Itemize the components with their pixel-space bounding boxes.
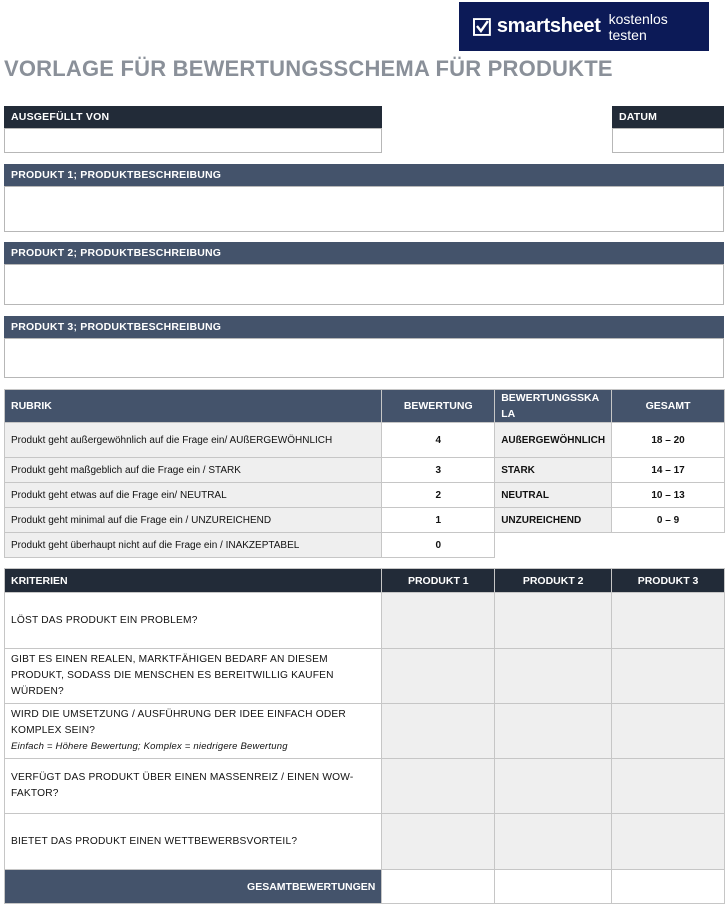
criteria-row-text: WIRD DIE UMSETZUNG / AUSFÜHRUNG DER IDEE EINFACH ODER KOMPLEX SEIN? — [11, 709, 346, 736]
product-2-description-field[interactable] — [4, 264, 724, 305]
product-3-total-cell[interactable] — [612, 870, 725, 904]
smartsheet-logo-icon — [473, 18, 491, 36]
scale-header: BEWERTUNGSSKALA — [495, 390, 612, 423]
scale-label: STARK — [495, 458, 612, 483]
product-3-score-cell[interactable] — [612, 593, 725, 649]
rubric-row-rating: 1 — [382, 508, 495, 533]
product-3-score-cell[interactable] — [612, 759, 725, 814]
rubric-row-rating: 0 — [382, 533, 495, 558]
scale-label: NEUTRAL — [495, 483, 612, 508]
product-3-score-cell[interactable] — [612, 649, 725, 704]
product-2-score-cell[interactable] — [495, 759, 612, 814]
rubric-row-text: Produkt geht überhaupt nicht auf die Frage ein / INAKZEPTABEL — [5, 533, 382, 558]
product-1-score-cell[interactable] — [382, 593, 495, 649]
rubric-header: RUBRIK — [5, 390, 382, 423]
product-1-description-field[interactable] — [4, 186, 724, 232]
scale-range: 18 – 20 — [612, 423, 725, 458]
rubric-row-rating: 2 — [382, 483, 495, 508]
criteria-table — [4, 568, 725, 904]
product-3-score-cell[interactable] — [612, 814, 725, 870]
date-label: DATUM — [612, 106, 724, 128]
rubric-row-text: Produkt geht minimal auf die Frage ein / UNZUREICHEND — [5, 508, 382, 533]
page-title: VORLAGE FÜR BEWERTUNGSSCHEMA FÜR PRODUKTE — [4, 56, 613, 81]
product-2-label: PRODUKT 2; PRODUKTBESCHREIBUNG — [4, 242, 724, 264]
smartsheet-banner[interactable] — [459, 2, 709, 51]
rubric-row-text: Produkt geht außergewöhnlich auf die Frage ein/ AUßERGEWÖHNLICH — [5, 423, 382, 458]
product-1-score-cell[interactable] — [382, 759, 495, 814]
filled-by-label: AUSGEFÜLLT VON — [4, 106, 382, 128]
rubric-row-rating: 4 — [382, 423, 495, 458]
product-1-header: PRODUKT 1 — [382, 569, 495, 593]
product-1-score-cell[interactable] — [382, 814, 495, 870]
criteria-row-text: VERFÜGT DAS PRODUKT ÜBER EINEN MASSENREIZ / EINEN WOW-FAKTOR? — [5, 759, 382, 814]
filled-by-field[interactable] — [4, 128, 382, 153]
product-3-header: PRODUKT 3 — [612, 569, 725, 593]
scale-range: 14 – 17 — [612, 458, 725, 483]
criteria-row-text: LÖST DAS PRODUKT EIN PROBLEM? — [5, 593, 382, 649]
rubric-table — [4, 389, 725, 558]
product-1-total-cell[interactable] — [382, 870, 495, 904]
total-header: GESAMT — [612, 390, 725, 423]
criteria-row-cell — [5, 704, 382, 759]
scale-label: AUßERGEWÖHNLICH — [495, 423, 612, 458]
product-2-score-cell[interactable] — [495, 704, 612, 759]
rating-header: BEWERTUNG — [382, 390, 495, 423]
product-2-score-cell[interactable] — [495, 649, 612, 704]
product-2-header: PRODUKT 2 — [495, 569, 612, 593]
scale-range: 0 – 9 — [612, 508, 725, 533]
free-trial-link[interactable]: kostenlos testen — [608, 10, 668, 43]
product-3-description-field[interactable] — [4, 338, 724, 378]
product-1-score-cell[interactable] — [382, 649, 495, 704]
scale-label: UNZUREICHEND — [495, 508, 612, 533]
date-field[interactable] — [612, 128, 724, 153]
rubric-row-text: Produkt geht maßgeblich auf die Frage ein / STARK — [5, 458, 382, 483]
criteria-header: KRITERIEN — [5, 569, 382, 593]
product-2-score-cell[interactable] — [495, 814, 612, 870]
rubric-row-text: Produkt geht etwas auf die Frage ein/ NEUTRAL — [5, 483, 382, 508]
product-3-label: PRODUKT 3; PRODUKTBESCHREIBUNG — [4, 316, 724, 338]
criteria-row-note: Einfach = Höhere Bewertung; Komplex = niedrigere Bewertung — [11, 741, 288, 752]
product-2-score-cell[interactable] — [495, 593, 612, 649]
product-3-score-cell[interactable] — [612, 704, 725, 759]
criteria-row-text: BIETET DAS PRODUKT EINEN WETTBEWERBSVORTEIL? — [5, 814, 382, 870]
product-2-total-cell[interactable] — [495, 870, 612, 904]
criteria-row-text: GIBT ES EINEN REALEN, MARKTFÄHIGEN BEDARF AN DIESEM PRODUKT, SODASS DIE MENSCHEN ES BEREITWILLIG KAUFEN WÜRDEN? — [5, 649, 382, 704]
brand-name: smartsheet — [496, 15, 601, 37]
rubric-row-rating: 3 — [382, 458, 495, 483]
product-1-label: PRODUKT 1; PRODUKTBESCHREIBUNG — [4, 164, 724, 186]
total-ratings-label: GESAMTBEWERTUNGEN — [5, 870, 382, 904]
scale-range: 10 – 13 — [612, 483, 725, 508]
product-1-score-cell[interactable] — [382, 704, 495, 759]
